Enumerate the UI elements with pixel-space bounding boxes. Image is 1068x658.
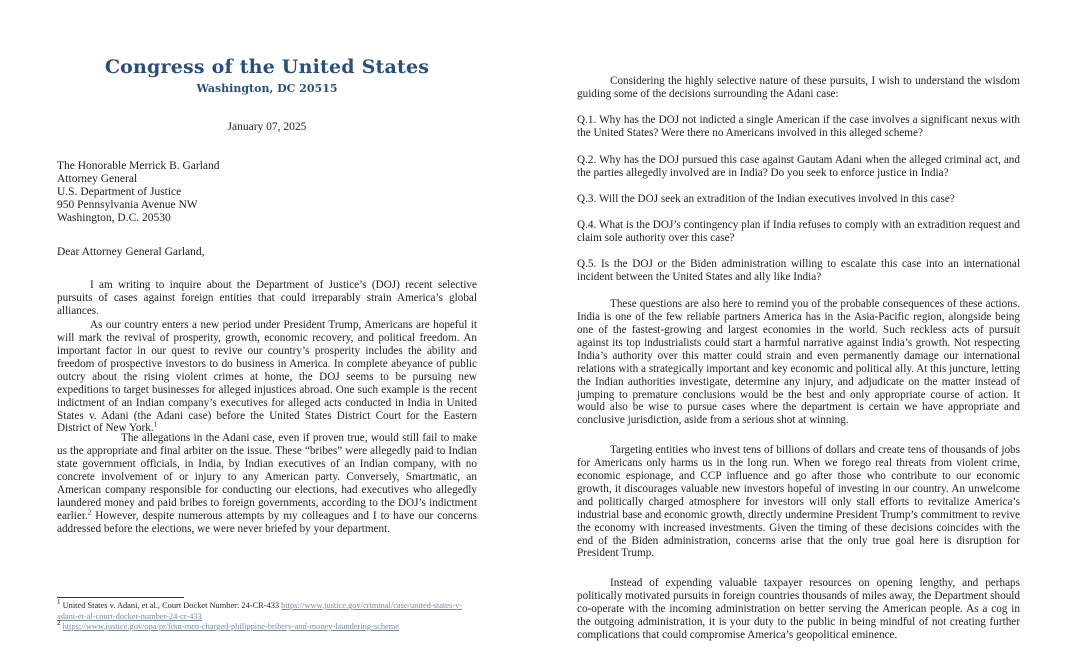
footnote-text: United States v. Adani, et al., Court Docket Number: 24-CR-433 (62, 601, 282, 610)
question-item: Q.2. Why has the DOJ pursued this case against Gautam Adani when the alleged criminal act, and the parties allegedly involved are in India? Do you seek to enforce justice in India? (577, 154, 1020, 180)
letterhead-title: Congress of the United States (104, 56, 430, 78)
letterhead-subtitle: Washington, DC 20515 (196, 82, 338, 95)
body-paragraph (57, 432, 477, 535)
footnote-ref[interactable]: 2 (87, 507, 92, 516)
footnote-link[interactable]: https://www.justice.gov/criminal/case/united-states-v-adani-et-al-court-docket-number-24-cr-433 (57, 601, 463, 621)
recipient-line: Washington, D.C. 20530 (57, 211, 171, 224)
recipient-line: 950 Pennsylvania Avenue NW (57, 198, 198, 211)
footnote-divider (57, 597, 184, 598)
letter-date: January 07, 2025 (227, 121, 307, 133)
question-item: Q.5. Is the DOJ or the Biden administration willing to escalate this case into an international incident between the United States and ally like India? (577, 258, 1020, 284)
question-item: Q.1. Why has the DOJ not indicted a single American if the case involves a significant nexus with the United States? Were there no Americans involved in this alleged scheme? (577, 114, 1020, 140)
footnotes (57, 598, 467, 633)
footnote (57, 598, 467, 622)
footnote-link[interactable]: https://www.justice.gov/opa/pr/four-men-charged-philippine-bribery-and-money-laundering-scheme (62, 622, 399, 631)
body-paragraph: These questions are also here to remind you of the probable consequences of these actions. India is one of the few reliable partners America has in the Asia-Pacific region, alongside being one of the fastest-growing and largest economies in the world. Such reckless acts of pursuit against its top industrialists could start a harmful narrative against India’s growth. Not respecting India’s authority over this matter could strain and even permanently damage our international relations with a strategically important and key economic and political ally. At this juncture, letting the Indian authorities investigate, determine any injury, and adjudicate on the matter instead of jumping to premature conclusions would be the best and only appropriate course of action. It would also be wise to pursue cases where the department is certain we have appropriate and conclusive jurisdiction, aside from a serious shot at winning. (577, 298, 1020, 427)
recipient-line: U.S. Department of Justice (57, 185, 182, 198)
body-paragraph: I am writing to inquire about the Department of Justice’s (DOJ) recent selective pursuits of cases against foreign entities that could irreparably strain America’s global alliances. (57, 279, 477, 317)
body-paragraph (57, 319, 477, 435)
footnote (57, 619, 467, 633)
paragraph-text: As our country enters a new period under President Trump, Americans are hopeful it will mark the revival of prosperity, growth, economic recovery, and political freedom. An important factor in our quest to revive our country’s prosperity includes the ability and freedom of prospective investors to do business in America. In complete abeyance of public outcry about the rising violent crimes at home, the DOJ seems to be pursuing new expeditions to target businesses for alleged injustices abroad. One such example is the recent indictment of an Indian company’s executives for alleged acts conducted in India in United States v. Adani (the Adani case) before the United States District Court for the Eastern District of New York. (57, 319, 477, 435)
footnote-number: 2 (57, 619, 61, 628)
question-item: Q.4. What is the DOJ’s contingency plan if India refuses to comply with an extradition request and claim sole authority over this case? (577, 219, 1020, 245)
body-paragraph: Considering the highly selective nature of these pursuits, I wish to understand the wisdom guiding some of the decisions surrounding the Adani case: (577, 75, 1020, 101)
recipient-address (57, 160, 220, 225)
body-paragraph: Instead of expending valuable taxpayer resources on opening lengthy, and perhaps politically motivated pursuits in foreign countries thousands of miles away, the Department should co-operate with the incoming administration on better serving the American people. As a cog in the outgoing administration, it is your duty to the public in being mindful of not creating further complications that could compromise America’s geopolitical eminence. (577, 577, 1020, 641)
salutation: Dear Attorney General Garland, (57, 246, 205, 258)
recipient-line: Attorney General (57, 172, 138, 185)
footnote-number: 1 (57, 598, 61, 607)
paragraph-text: The allegations in the Adani case, even if proven true, would still fail to make us the appropriate and final arbiter on the issue. These “bribes” were allegedly paid to Indian state government officials, in India, by Indian executives of an Indian company, with no concrete involvement of or injury to any American party. Conversely, Smartmatic, an American company responsible for conducting our elections, had executives who allegedly laundered money and paid bribes to foreign governments, according to the DOJ’s indictment earlier. (57, 432, 477, 522)
paragraph-text: However, despite numerous attempts by my colleagues and I to have our concerns addressed before the elections, we were never briefed by your department. (57, 509, 477, 535)
body-paragraph: Targeting entities who invest tens of billions of dollars and create tens of thousands of jobs for Americans only harms us in the long run. When we forego real threats from violent crime, economic espionage, and CCP influence and go after those who contribute to our economic growth, it discourages valuable new investors hopeful of investing in our country. An unwelcome and politically charged atmosphere for investors will only stall efforts to revitalize America’s industrial base and economic growth, directly undermine President Trump’s commitment to revive the economy with increased investments. Given the timing of these decisions coincides with the end of the Biden administration, concerns arise that the only true goal here is disruption for President Trump. (577, 444, 1020, 560)
recipient-line: The Honorable Merrick B. Garland (57, 160, 220, 172)
footnote-ref[interactable]: 1 (153, 420, 158, 429)
question-item: Q.3. Will the DOJ seek an extradition of the Indian executives involved in this case? (577, 193, 955, 206)
